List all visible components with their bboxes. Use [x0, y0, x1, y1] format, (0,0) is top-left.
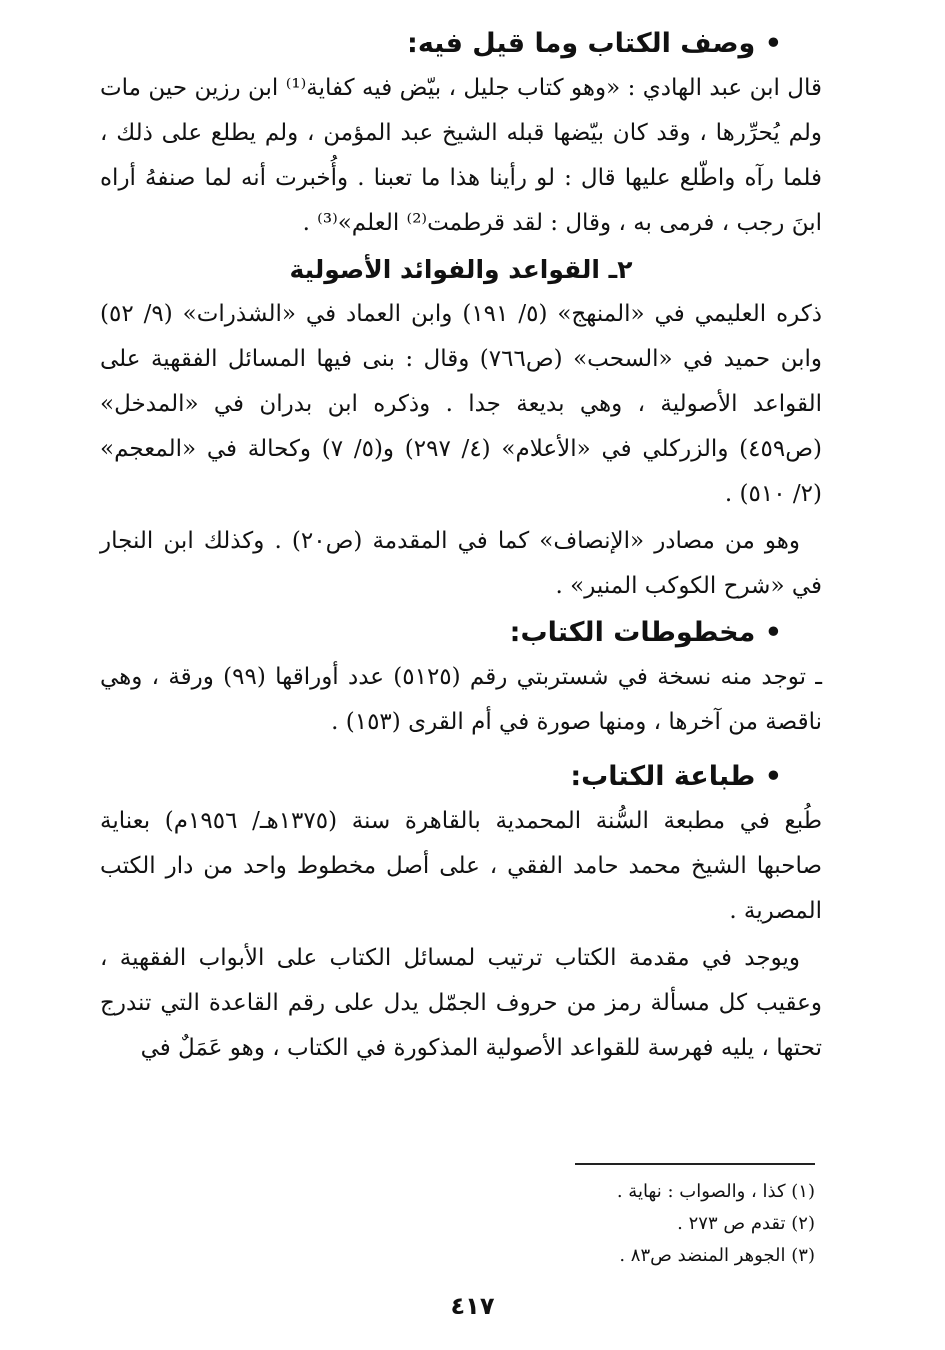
section-heading-printing: • طباعة الكتاب: [570, 761, 782, 792]
paragraph-manuscripts: ـ توجد منه نسخة في شستربتي رقم (٥١٢٥) عدد أوراقها (٩٩) ورقة ، وهي ناقصة من آخرها ، ومنها صورة في أم القرى (١٥٣) . [100, 664, 822, 735]
paragraph-rules-2: وهو من مصادر «الإنصاف» كما في المقدمة (ص٢٠) . وكذلك ابن النجار في «شرح الكوكب المنير» . [100, 528, 822, 599]
page-number: ٤١٧ [450, 1292, 495, 1320]
spacer [100, 747, 822, 755]
footnote-1: (١) كذا ، والصواب : نهاية . [616, 1181, 815, 1202]
section-heading-description: • وصف الكتاب وما قيل فيه: [407, 28, 782, 59]
footnote-divider [575, 1163, 815, 1165]
page-body [100, 22, 822, 1073]
section-heading-rules: ٢ـ القواعد والفوائد الأصولية [289, 255, 633, 284]
paragraph-description: قال ابن عبد الهادي : «وهو كتاب جليل ، بيّض فيه كفاية⁽¹⁾ ابن رزين حين مات ولم يُحرِّرها ، وقد كان بيّضها قبله الشيخ عبد المؤمن ، ولم يطلع على ذلك ، فلما رآه واطّلع عليها قال : لو رأينا هذا ما تعبنا . وأُخبرت أنه لما صنفهُ أراه ابنَ رجب ، فرمى به ، وقال : لقد قرطمت⁽²⁾ العلم»⁽³⁾ . [100, 75, 822, 236]
paragraph-printing-2: ويوجد في مقدمة الكتاب ترتيب لمسائل الكتاب على الأبواب الفقهية ، وعقيب كل مسألة رمز من حروف الجمّل يدل على رقم القاعدة التي تندرج تحتها ، يليه فهرسة للقواعد الأصولية المذكورة في الكتاب ، وهو عَمَلٌ في [100, 945, 822, 1061]
section-heading-manuscripts: • مخطوطات الكتاب: [509, 617, 782, 648]
footnotes [100, 1176, 815, 1272]
paragraph-rules-1: ذكره العليمي في «المنهج» (٥/ ١٩١) وابن العماد في «الشذرات» (٩/ ٥٢) وابن حميد في «السحب» (ص٧٦٦) وقال : بنى فيها المسائل الفقهية على القواعد الأصولية ، وهي بديعة جدا . وذكره ابن بدران في «المدخل» (ص٤٥٩) والزركلي في «الأعلام» (٤/ ٢٩٧) و(٥/ ٧) وكحالة في «المعجم» (٢/ ٥١٠) . [100, 301, 823, 507]
paragraph-printing-1: طُبع في مطبعة السُّنة المحمدية بالقاهرة سنة (١٣٧٥هـ/ ١٩٥٦م) بعناية صاحبها الشيخ محمد حامد الفقي ، على أصل مخطوط واحد من دار الكتب المصرية . [100, 808, 822, 924]
footnote-3: (٣) الجوهر المنضد ص٨٣ . [619, 1245, 815, 1266]
footnote-2: (٢) تقدم ص ٢٧٣ . [677, 1213, 815, 1234]
